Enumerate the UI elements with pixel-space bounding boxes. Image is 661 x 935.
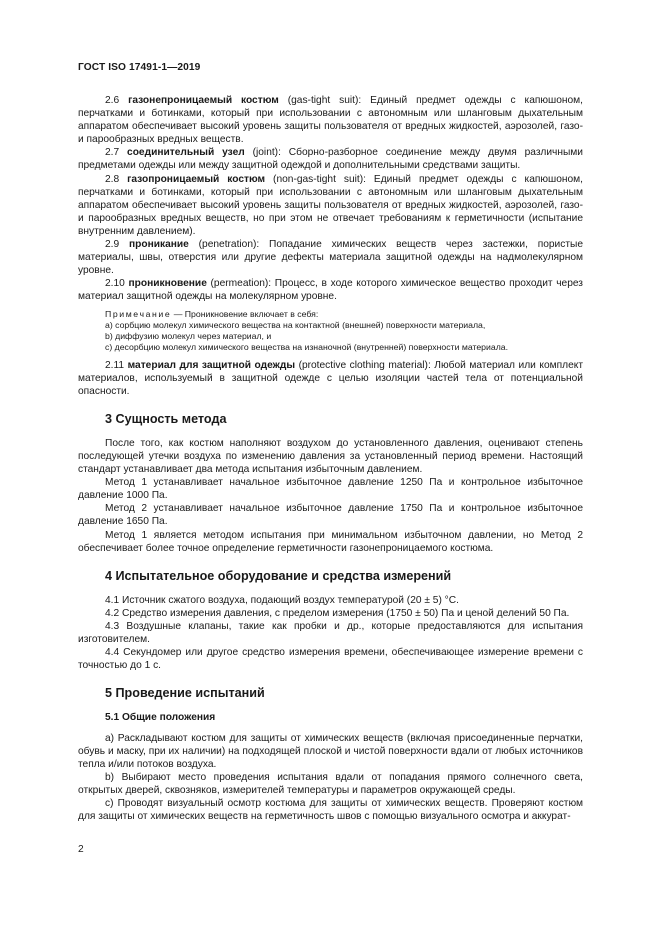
term-title: газонепроницаемый костюм (128, 95, 279, 106)
note-lead (78, 309, 583, 320)
subsection-5-1-heading: 5.1 Общие положения (105, 712, 216, 724)
term-2-9 (78, 238, 583, 277)
note-item: b) диффузию молекул через материал, и (105, 330, 272, 341)
section-5-paragraph: b) Выбирают место проведения испытания вдали от попадания прямого солнечного света, открытых дверей, сквозняков, измерителей температуры и параметров окружающей среды. (78, 771, 583, 796)
term-2-8 (78, 173, 583, 238)
term-title: проникание (128, 239, 189, 251)
term-definition: (non-gas-tight suit): Единый предмет одежды с капюшоном, перчатками и ботинками, который при использовании с автономным или шланговым дыхательным аппаратом обеспечивает высокий уровень защиты пользователя от вредных жидкостей, аэрозолей, газо- и парообразных вредных веществ, но при этом не отвечает требованиям к герметичности (испытание внутренним давлением). (78, 173, 583, 237)
section-4-paragraph: 4.1 Источник сжатого воздуха, подающий воздух температурой (20 ± 5) °С. (105, 594, 459, 606)
section-4-heading: 4 Испытательное оборудование и средства измерений (105, 568, 452, 583)
term-number: 2.7 (105, 147, 120, 159)
term-definition: (protective clothing material): Любой материал или комплект материалов, используемый в защитной одежде с целью изоляции частей тела от потенциальной опасности. (78, 359, 583, 397)
term-2-10 (78, 277, 583, 303)
term-title: проникновение (128, 278, 207, 290)
term-definition: (permeation): Процесс, в ходе которого химическое вещество проходит через материал защитной одежды на молекулярном уровне. (78, 278, 583, 303)
note-item: c) десорбцию молекул химического вещества на изнаночной (внутренней) поверхности материала. (105, 341, 509, 352)
term-definition: (penetration): Попадание химических веществ через застежки, пористые материалы, швы, отверстия или другие дефекты материала защитной одежды на надмолекулярном уровне. (78, 239, 583, 277)
section-3-heading: 3 Сущность метода (105, 411, 227, 426)
term-number: 2.10 (105, 278, 125, 290)
note-item: a) сорбцию молекул химического вещества на контактной (внешней) поверхности материала, (105, 319, 486, 330)
section-5-paragraph: с) Проводят визуальный осмотр костюма для защиты от химических веществ. Проверяют костюм для защиты от химических веществ на герметичность швов с помощью визуального осмотра и аккурат- (78, 798, 583, 823)
term-2-7 (78, 146, 583, 172)
term-number: 2.6 (105, 95, 120, 106)
note-label: Примечание (105, 308, 172, 319)
term-title: материал для защитной одежды (127, 359, 296, 371)
term-definition: (gas-tight suit): Единый предмет одежды с капюшоном, перчатками и ботинками, который при использовании с автономным или шланговым дыхательным аппаратом обеспечивает высокий уровень защиты пользователя от вредных жидкостей, аэрозолей, газо- и парообразных вредных веществ. (78, 95, 583, 146)
section-5-heading: 5 Проведение испытаний (105, 686, 265, 701)
section-5-paragraph: а) Раскладывают костюм для защиты от химических веществ (включая присоединенные перчатки, обувь и маску, при их наличии) на подходящей плоской и чистой поверхности вдали от любых источников тепла и/или потоков воздуха. (78, 732, 583, 770)
section-3-paragraph: После того, как костюм наполняют воздухом до установленного давления, оценивают степень последующей утечки воздуха по изменению давления за установленный период времени. Настоящий стандарт устанавливает два метода испытания избыточным давлением. (78, 437, 583, 476)
page-number: 2 (78, 844, 84, 855)
page-content (78, 94, 583, 823)
running-header: ГОСТ ISO 17491-1—2019 (78, 62, 201, 73)
section-4-paragraph: 4.4 Секундомер или другое средство измерения времени, обеспечивающее измерение времени с точностью до 1 с. (78, 647, 583, 672)
section-3-paragraph: Метод 2 устанавливает начальное избыточное давление 1750 Па и контрольное избыточное давление 1650 Па. (78, 503, 583, 528)
section-4-paragraph: 4.3 Воздушные клапаны, такие как пробки и др., которые предоставляются для испытания изготовителем. (78, 621, 583, 646)
term-2-6 (78, 94, 583, 146)
note-block (78, 309, 583, 353)
term-title: соединительный узел (127, 147, 245, 159)
note-text: — Проникновение включает в себя: (171, 308, 319, 319)
term-number: 2.11 (105, 359, 125, 371)
section-3-paragraph: Метод 1 устанавливает начальное избыточное давление 1250 Па и контрольное избыточное давление 1000 Па. (78, 477, 583, 502)
term-title: газопроницаемый костюм (127, 173, 266, 185)
term-2-11 (78, 359, 583, 398)
term-number: 2.8 (105, 173, 120, 185)
section-4-paragraph: 4.2 Средство измерения давления, с пределом измерения (1750 ± 50) Па и ценой делений 50 Па. (105, 607, 570, 619)
term-definition: (joint): Сборно-разборное соединение между двумя различными предметами одежды или между защитной одеждой и дополнительными средствами защиты. (78, 147, 583, 172)
term-number: 2.9 (105, 239, 120, 251)
section-3-paragraph: Метод 1 является методом испытания при минимальном избыточном давлении, но Метод 2 обеспечивает более точное определение герметичности газонепроницаемого костюма. (78, 529, 583, 554)
